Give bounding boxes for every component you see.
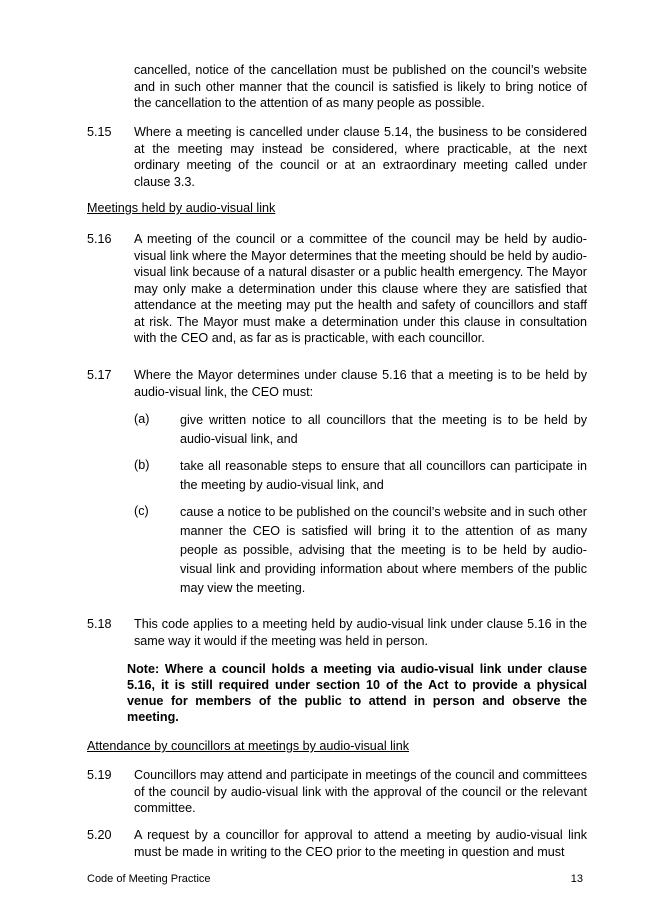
clause-text-5-16: A meeting of the council or a committee of the council may be held by audio-visual link where the Mayor determines that the meeting should be held by audio-visual link because of a natural disaster or a public health emergency. The Mayor may only make a determination under this clause where they are satisfied that attendance at the meeting may put the health and safety of councillors and staff at risk. The Mayor must make a determination under this clause in consultation with the CEO and, as far as is practicable, with each councillor. — [134, 232, 587, 345]
clause-number-5-18: 5.18 — [87, 617, 112, 631]
clause-text-5-20: A request by a councillor for approval to attend a meeting by audio-visual link must be made in writing to the CEO prior to the meeting in question and must — [134, 828, 587, 859]
clause-text-5-19: Councillors may attend and participate in meetings of the council and committees of the council by audio-visual link with the approval of the council or the relevant committee. — [134, 768, 587, 815]
clause-number-5-16: 5.16 — [87, 232, 112, 246]
footer-page-number: 13 — [570, 873, 583, 885]
subclause-label-c: (c) — [134, 504, 149, 518]
continuation-paragraph: cancelled, notice of the cancellation must be published on the council’s website and in such other manner that the council is satisfied is likely to bring notice of the cancellation to the attention of as many people as possible. — [134, 63, 587, 110]
section-heading-audio-visual: Meetings held by audio-visual link — [87, 201, 276, 215]
note-physical-venue: Note: Where a council holds a meeting via audio-visual link under clause 5.16, it is still required under section 10 of the Act to provide a physical venue for members of the public to attend in person and observe the meeting. — [127, 662, 587, 724]
clause-number-5-19: 5.19 — [87, 768, 112, 782]
subclause-label-b: (b) — [134, 458, 150, 472]
subclause-text-a: give written notice to all councillors that the meeting is to be held by audio-visual link, and — [180, 413, 587, 446]
clause-number-5-17: 5.17 — [87, 368, 112, 382]
clause-text-5-15: Where a meeting is cancelled under clause 5.14, the business to be considered at the meeting may instead be considered, where practicable, at the next ordinary meeting of the council or at an extraordinary meeting called under clause 3.3. — [134, 125, 587, 189]
clause-number-5-15: 5.15 — [87, 125, 112, 139]
footer-title: Code of Meeting Practice — [87, 873, 211, 885]
subclause-text-c: cause a notice to be published on the council’s website and in such other manner the CEO is satisfied will bring it to the attention of as many people as possible, advising that the meeting is to be held by audio-visual link and providing information about where members of the public may view the meeting. — [180, 505, 587, 595]
subclause-text-b: take all reasonable steps to ensure that all councillors can participate in the meeting by audio-visual link, and — [180, 459, 587, 492]
section-heading-attendance: Attendance by councillors at meetings by audio-visual link — [87, 739, 410, 753]
clause-text-5-17: Where the Mayor determines under clause 5.16 that a meeting is to be held by audio-visual link, the CEO must: — [134, 368, 587, 399]
subclause-label-a: (a) — [134, 412, 150, 426]
clause-number-5-20: 5.20 — [87, 828, 112, 842]
clause-text-5-18: This code applies to a meeting held by audio-visual link under clause 5.16 in the same way it would if the meeting was held in person. — [134, 617, 587, 648]
